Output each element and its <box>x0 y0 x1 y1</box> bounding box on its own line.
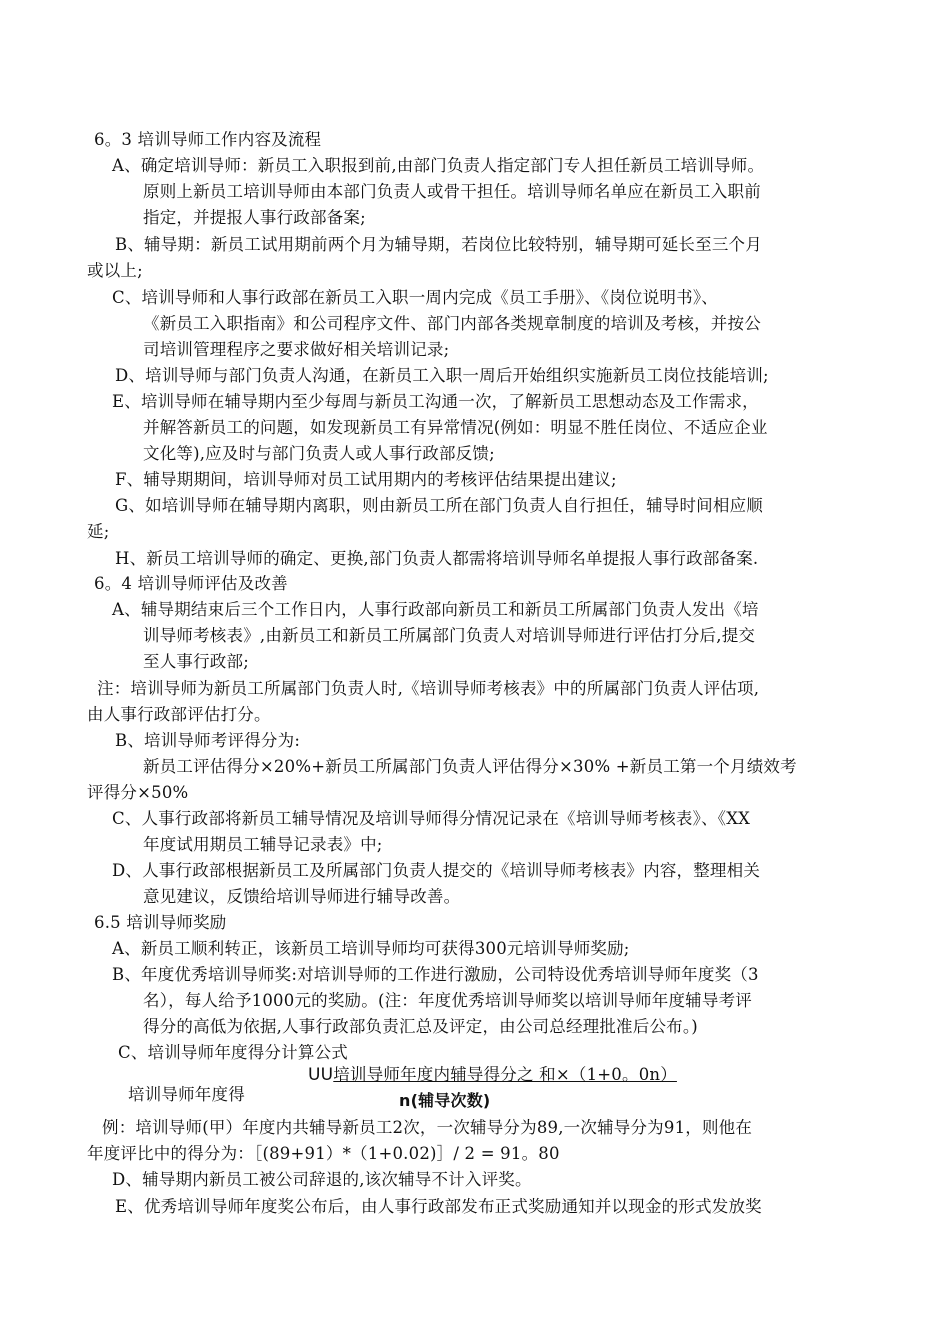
formula-numerator <box>308 1062 677 1088</box>
eval-c-line-2: 年度试用期员工辅导记录表》中; <box>143 835 383 854</box>
item-g-line-2: 延; <box>87 522 110 541</box>
formula-numerator-text: 培训导师年度内辅导得分之 和×（1+0。0n） <box>333 1065 677 1084</box>
reward-a-line-1: A、新员工顺利转正，该新员工培训导师均可获得300元培训导师奖励; <box>112 939 630 958</box>
eval-d-line-1: D、人事行政部根据新员工及所属部门负责人提交的《培训导师考核表》内容，整理相关 <box>112 861 761 880</box>
item-e-line-2: 并解答新员工的问题，如发现新员工有异常情况(例如：明显不胜任岗位、不适应企业 <box>143 418 768 437</box>
reward-b-line-2: 名），每人给予1000元的奖励。(注：年度优秀培训导师奖以培训导师年度辅导考评 <box>143 991 752 1010</box>
eval-d-line-2: 意见建议，反馈给培训导师进行辅导改善。 <box>143 887 461 906</box>
reward-b-line-3: 得分的高低为依据,人事行政部负责汇总及评定，由公司总经理批准后公布。) <box>143 1017 698 1036</box>
item-b-line-2: 或以上; <box>87 261 143 280</box>
eval-a-line-3: 至人事行政部; <box>143 652 249 671</box>
item-f-line-1: F、辅导期期间，培训导师对员工试用期内的考核评估结果提出建议; <box>115 470 617 489</box>
eval-note-line-1: 注：培训导师为新员工所属部门负责人时,《培训导师考核表》中的所属部门负责人评估项, <box>97 679 760 698</box>
section-6-3-heading: 6。3 培训导师工作内容及流程 <box>94 130 322 149</box>
item-h-line-1: H、新员工培训导师的确定、更换,部门负责人都需将培训导师名单提报人事行政部备案. <box>115 549 759 568</box>
section-6-5-heading: 6.5 培训导师奖励 <box>94 913 227 932</box>
item-c-line-2: 《新员工入职指南》和公司程序文件、部门内部各类规章制度的培训及考核，并按公 <box>143 314 761 333</box>
reward-d-line-1: D、辅导期内新员工被公司辞退的,该次辅导不计入评奖。 <box>112 1170 532 1189</box>
eval-b-formula-line-2: 评得分×50% <box>87 783 189 802</box>
item-a-line-3: 指定，并提报人事行政部备案; <box>143 208 366 227</box>
reward-e-line-1: E、优秀培训导师年度奖公布后，由人事行政部发布正式奖励通知并以现金的形式发放奖 <box>115 1197 762 1216</box>
eval-b-formula-line-1: 新员工评估得分×20%+新员工所属部门负责人评估得分×30% +新员工第一个月绩效考 <box>143 757 797 776</box>
item-e-line-1: E、培训导师在辅导期内至少每周与新员工沟通一次，了解新员工思想动态及工作需求， <box>112 392 759 411</box>
item-e-line-3: 文化等),应及时与部门负责人或人事行政部反馈; <box>143 444 495 463</box>
example-line-2: 年度评比中的得分为：［(89+91）*（1+0.02)］/ 2 = 91。80 <box>87 1144 560 1163</box>
item-g-line-1: G、如培训导师在辅导期内离职，则由新员工所在部门负责人自行担任，辅导时间相应顺 <box>115 496 763 515</box>
item-a-line-2: 原则上新员工培训导师由本部门负责人或骨干担任。培训导师名单应在新员工入职前 <box>143 182 761 201</box>
reward-c-line-1: C、培训导师年度得分计算公式 <box>118 1043 348 1062</box>
eval-a-line-1: A、辅导期结束后三个工作日内，人事行政部向新员工和新员工所属部门负责人发出《培 <box>112 600 759 619</box>
formula-denominator: n(辅导次数) <box>399 1091 491 1110</box>
item-c-line-1: C、培训导师和人事行政部在新员工入职一周内完成《员工手册》、《岗位说明书》、 <box>112 288 718 307</box>
reward-b-line-1: B、年度优秀培训导师奖:对培训导师的工作进行激励，公司特设优秀培训导师年度奖（3 <box>112 965 759 984</box>
eval-b-line-1: B、培训导师考评得分为: <box>115 731 301 750</box>
formula-prefix: UU <box>308 1065 334 1085</box>
item-b-line-1: B、辅导期：新员工试用期前两个月为辅导期，若岗位比较特别，辅导期可延长至三个月 <box>115 235 762 254</box>
eval-c-line-1: C、人事行政部将新员工辅导情况及培训导师得分情况记录在《培训导师考核表》、《XX <box>112 809 751 828</box>
item-d-line-1: D、培训导师与部门负责人沟通，在新员工入职一周后开始组织实施新员工岗位技能培训; <box>115 366 769 385</box>
item-a-line-1: A、确定培训导师：新员工入职报到前,由部门负责人指定部门专人担任新员工培训导师。 <box>112 156 765 175</box>
eval-note-line-2: 由人事行政部评估打分。 <box>87 705 271 724</box>
example-line-1: 例：培训导师(甲）年度内共辅导新员工2次，一次辅导分为89,一次辅导分为91，则他在 <box>102 1118 753 1137</box>
eval-a-line-2: 训导师考核表》,由新员工和新员工所属部门负责人对培训导师进行评估打分后,提交 <box>143 626 756 645</box>
item-c-line-3: 司培训管理程序之要求做好相关培训记录; <box>143 340 450 359</box>
section-6-4-heading: 6。4 培训导师评估及改善 <box>94 574 288 593</box>
formula-lhs: 培训导师年度得 <box>128 1085 245 1104</box>
